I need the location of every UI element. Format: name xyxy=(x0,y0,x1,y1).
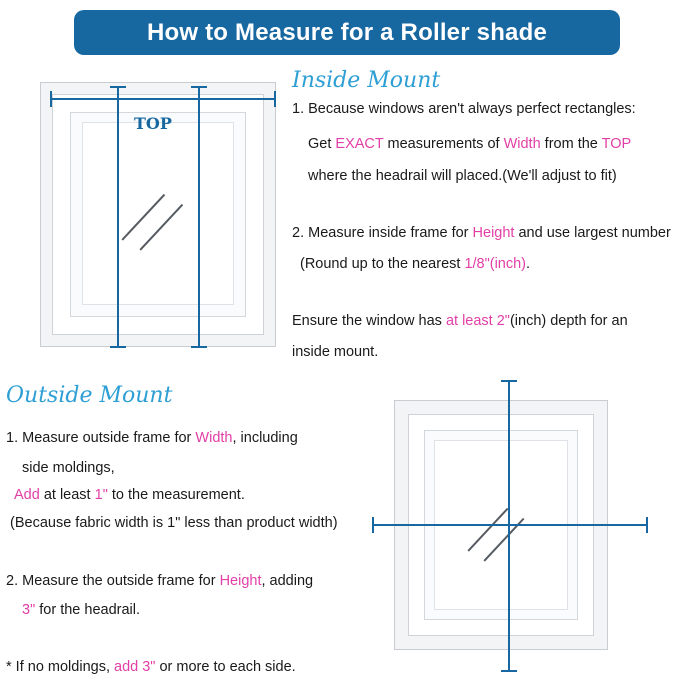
text-fragment: add 3" xyxy=(114,659,156,675)
text-fragment: side moldings, xyxy=(22,460,115,476)
outside-mount-line-5 xyxy=(6,572,313,590)
height-measure-line xyxy=(508,380,510,672)
text-fragment: EXACT xyxy=(335,136,384,152)
text-fragment: Get xyxy=(308,136,336,152)
text-fragment: at least 2" xyxy=(445,313,510,329)
window-glass xyxy=(82,122,234,305)
text-fragment: inside mount. xyxy=(292,344,379,360)
text-fragment: Add xyxy=(14,487,40,503)
text-fragment: (Round up to the nearest xyxy=(300,256,465,272)
outside-mount-line-6 xyxy=(22,601,140,619)
text-fragment: or more to each side. xyxy=(155,659,296,675)
text-fragment: , adding xyxy=(261,573,314,589)
text-fragment: (Because fabric width is 1" less than product width) xyxy=(10,515,338,531)
text-fragment: from the xyxy=(540,136,602,152)
page-title-banner xyxy=(74,10,620,55)
height-measure-cap-right-bottom xyxy=(191,346,207,348)
page-title: How to Measure for a Roller shade xyxy=(146,18,548,46)
text-fragment: Height xyxy=(219,573,262,589)
inside-mount-line-1 xyxy=(292,100,636,118)
text-fragment: 3" xyxy=(22,602,36,618)
text-fragment: Height xyxy=(472,225,515,241)
inside-mount-line-2 xyxy=(308,135,631,153)
width-measure-cap-right xyxy=(274,91,276,107)
outside-mount-line-2 xyxy=(22,459,115,477)
text-fragment: 1" xyxy=(94,487,108,503)
height-measure-cap-left-bottom xyxy=(110,346,126,348)
text-fragment: , including xyxy=(232,430,298,446)
text-fragment: to the measurement. xyxy=(107,487,245,503)
height-measure-line-right xyxy=(198,86,200,348)
outside-mount-line-1 xyxy=(6,429,298,447)
text-fragment: . xyxy=(526,256,531,272)
inside-mount-window-diagram xyxy=(40,64,276,347)
inside-mount-line-3 xyxy=(308,167,617,185)
text-fragment: (inch) depth for an xyxy=(509,313,628,329)
text-fragment: Ensure the window has xyxy=(292,313,446,329)
text-fragment: 1. Measure outside frame for xyxy=(6,430,196,446)
height-measure-cap-left-top xyxy=(110,86,126,88)
text-fragment: for the headrail. xyxy=(35,602,141,618)
width-measure-cap-left xyxy=(50,91,52,107)
text-fragment: 2. Measure the outside frame for xyxy=(6,573,220,589)
width-measure-line xyxy=(50,98,276,100)
text-fragment: 2. Measure inside frame for xyxy=(292,225,473,241)
text-fragment: at least xyxy=(39,487,95,503)
text-fragment: 1. Because windows aren't always perfect rectangles: xyxy=(292,101,636,117)
height-measure-cap-right-top xyxy=(191,86,207,88)
outside-mount-footnote xyxy=(6,658,296,676)
inside-mount-heading: Inside Mount xyxy=(292,68,441,93)
inside-mount-line-5 xyxy=(300,255,530,273)
text-fragment: Width xyxy=(195,430,233,446)
height-measure-cap-top xyxy=(501,380,517,382)
text-fragment: TOP xyxy=(601,136,632,152)
height-measure-cap-bottom xyxy=(501,670,517,672)
width-measure-cap-left xyxy=(372,517,374,533)
outside-mount-line-4 xyxy=(10,514,338,532)
width-measure-line xyxy=(372,524,648,526)
text-fragment: 1/8"(inch) xyxy=(464,256,527,272)
text-fragment: measurements of xyxy=(383,136,504,152)
text-fragment: * If no moldings, xyxy=(6,659,114,675)
top-label: TOP xyxy=(134,114,172,133)
outside-mount-line-3 xyxy=(14,486,245,504)
outside-mount-heading: Outside Mount xyxy=(6,383,173,408)
inside-mount-line-4 xyxy=(292,224,671,242)
text-fragment: where the headrail will placed.(We'll adjust to fit) xyxy=(308,168,617,184)
inside-mount-line-7 xyxy=(292,343,378,361)
text-fragment: Width xyxy=(503,136,541,152)
text-fragment: and use largest number xyxy=(514,225,671,241)
outside-mount-window-diagram xyxy=(372,380,648,676)
inside-mount-line-6 xyxy=(292,312,628,330)
width-measure-cap-right xyxy=(646,517,648,533)
height-measure-line-left xyxy=(117,86,119,348)
